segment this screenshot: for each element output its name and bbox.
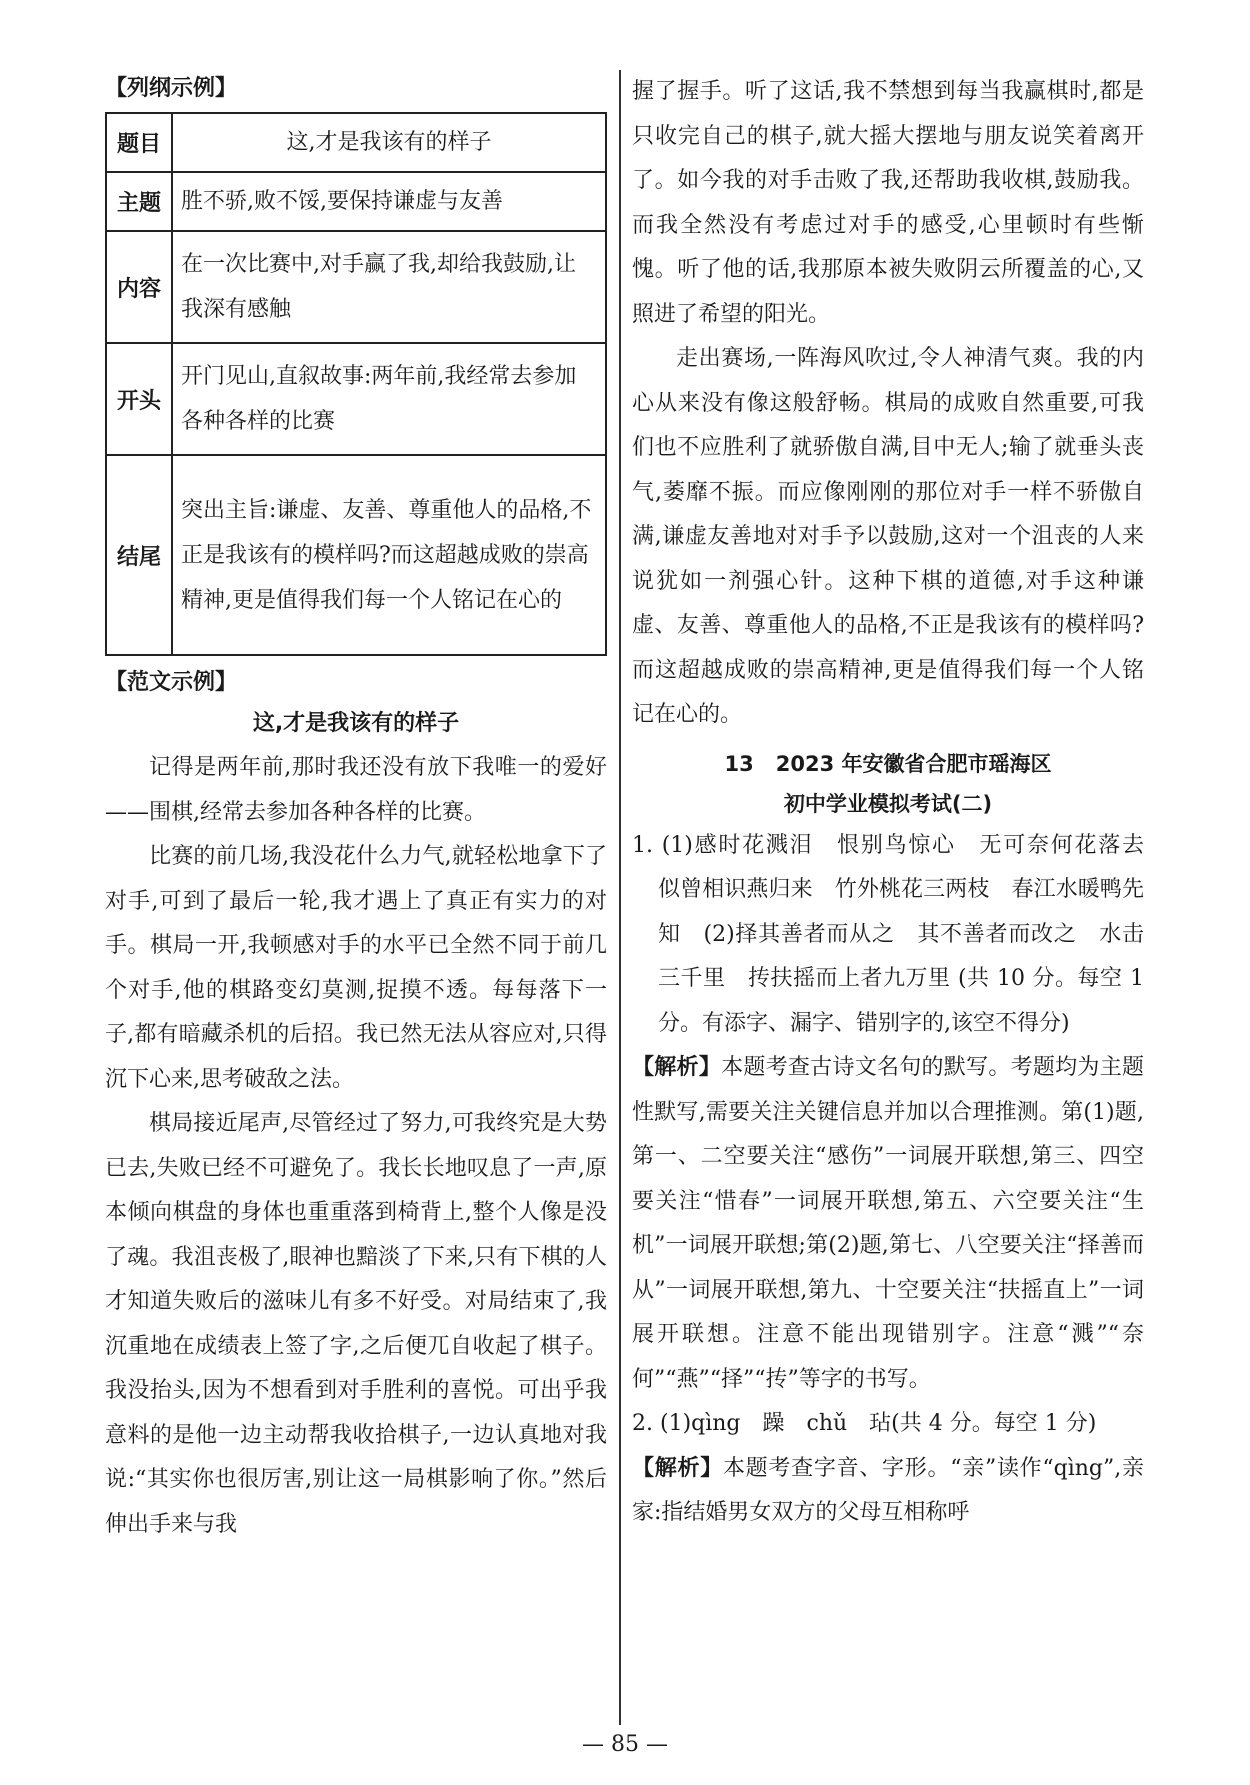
outline-heading: 【列纲示例】: [105, 76, 238, 101]
page-number: — 85 —: [582, 1732, 668, 1757]
exam-title-line1: 2023 年安徽省合肥市瑶海区: [775, 751, 1052, 776]
outline-value: 在一次比赛中,对手赢了我,却给我鼓励,让我深有感触: [172, 231, 606, 343]
outline-key: 题目: [106, 113, 172, 172]
right-column: [632, 70, 1167, 1536]
essay-paragraph: 记得是两年前,那时我还没有放下我唯一的爱好——围棋,经常去参加各种各样的比赛。: [105, 755, 607, 825]
outline-key: 结尾: [106, 455, 172, 655]
outline-row: [106, 455, 606, 655]
exam-number: 13: [724, 751, 754, 776]
question-1-analysis: [632, 1046, 1144, 1402]
outline-key: 内容: [106, 231, 172, 343]
left-column: [105, 70, 607, 1547]
column-divider: [619, 70, 621, 1725]
question-2-analysis: [632, 1447, 1144, 1536]
essay-heading: 【范文示例】: [105, 670, 238, 695]
essay-paragraph: 握了握手。听了这话,我不禁想到每当我赢棋时,都是只收完自己的棋子,就大摇大摆地与朋友说笑着离开了。如今我的对手击败了我,还帮助我收棋,鼓励我。而我全然没有考虑过对手的感受,心里顿时有些惭愧。听了他的话,我那原本被失败阴云所覆盖的心,又照进了希望的阳光。: [632, 79, 1144, 327]
analysis-tag: 【解析】: [632, 1455, 723, 1481]
exam-subtitle: 初中学业模拟考试(二): [783, 791, 993, 816]
outline-row: [106, 113, 606, 172]
outline-row: [106, 172, 606, 231]
analysis-text: 本题考查字音、字形。“亲”读作“qìng”,亲家:指结婚男女双方的父母互相称呼: [632, 1455, 1144, 1525]
outline-key: 主题: [106, 172, 172, 231]
analysis-text: 本题考查古诗文名句的默写。考题均为主题性默写,需要关注关键信息并加以合理推测。第(1)题,第一、二空要关注“感伤”一词展开联想,第三、四空要关注“惜春”一词展开联想,第五、六空要关注“生机”一词展开联想;第(2)题,第七、八空要关注“择善而从”一词展开联想,第九、十空要关注“扶摇直上”一词展开联想。注意不能出现错别字。注意“溅”“奈何”“燕”“择”“抟”等字的书写。: [632, 1055, 1144, 1392]
outline-table: [105, 112, 607, 656]
exam-title: [632, 744, 1144, 784]
question-2-answer: 2. (1)qìng 躁 chǔ 玷(共 4 分。每空 1 分): [632, 1411, 1097, 1436]
essay-paragraph: 走出赛场,一阵海风吹过,令人神清气爽。我的内心从来没有像这般舒畅。棋局的成败自然重要,可我们也不应胜利了就骄傲自满,目中无人;输了就垂头丧气,萎靡不振。而应像刚刚的那位对手一样不骄傲自满,谦虚友善地对对手予以鼓励,这对一个沮丧的人来说犹如一剂强心针。这种下棋的道德,对手这种谦虚、友善、尊重他人的品格,不正是我该有的模样吗?而这超越成败的崇高精神,更是值得我们每一个人铭记在心的。: [632, 346, 1144, 727]
essay-title: 这,才是我该有的样子: [252, 711, 460, 736]
essay-paragraph: 比赛的前几场,我没花什么力气,就轻松地拿下了对手,可到了最后一轮,我才遇上了真正有实力的对手。棋局一开,我顿感对手的水平已全然不同于前几个对手,他的棋路变幻莫测,捉摸不透。每每落下一子,都有暗藏杀机的后招。我已然无法从容应对,只得沉下心来,思考破敌之法。: [105, 844, 607, 1092]
outline-key: 开头: [106, 343, 172, 455]
outline-value: 开门见山,直叙故事:两年前,我经常去参加各种各样的比赛: [172, 343, 606, 455]
outline-value: 这,才是我该有的样子: [172, 113, 606, 172]
analysis-tag: 【解析】: [632, 1055, 722, 1080]
outline-row: [106, 231, 606, 343]
essay-paragraph: 棋局接近尾声,尽管经过了努力,可我终究是大势已去,失败已经不可避免了。我长长地叹息了一声,原本倾向棋盘的身体也重重落到椅背上,整个人像是没了魂。我沮丧极了,眼神也黯淡了下来,只有下棋的人才知道失败后的滋味儿有多不好受。对局结束了,我沉重地在成绩表上签了字,之后便兀自收起了棋子。我没抬头,因为不想看到对手胜利的喜悦。可出乎我意料的是他一边主动帮我收拾棋子,一边认真地对我说:“其实你也很厉害,别让这一局棋影响了你。”然后伸出手来与我: [105, 1111, 607, 1537]
outline-value: 胜不骄,败不馁,要保持谦虚与友善: [172, 172, 606, 231]
question-1-answer: 1. (1)感时花溅泪 恨别鸟惊心 无可奈何花落去 似曾相识燕归来 竹外桃花三两枝 春江水暖鸭先知 (2)择其善者而从之 其不善者而改之 水击三千里 抟扶摇而上者九万里 (共 10 分。每空 1 分。有添字、漏字、错别字的,该空不得分): [632, 832, 1167, 1036]
outline-row: [106, 343, 606, 455]
outline-value: 突出主旨:谦虚、友善、尊重他人的品格,不正是我该有的模样吗?而这超越成败的崇高精神,更是值得我们每一个人铭记在心的: [172, 455, 606, 655]
